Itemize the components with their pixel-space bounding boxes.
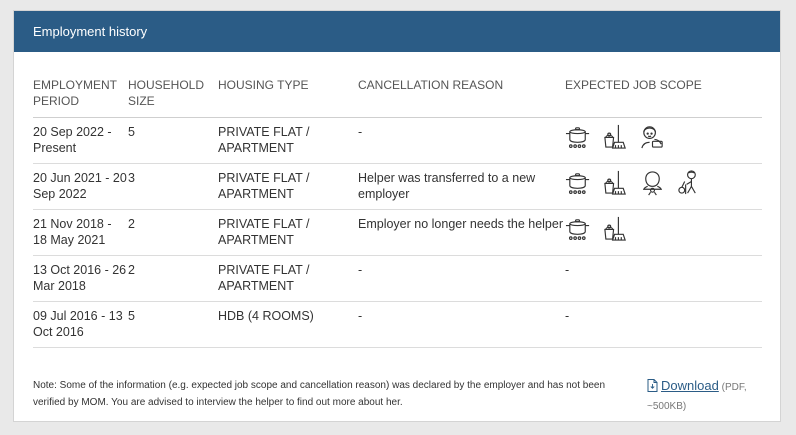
cell-cancellation-reason: Helper was transferred to a new employer bbox=[358, 164, 565, 210]
download-link[interactable]: Download bbox=[661, 378, 719, 393]
cell-housing-type: HDB (4 ROOMS) bbox=[218, 302, 358, 348]
table-row bbox=[33, 118, 762, 164]
col-cancellation-reason: CANCELLATION REASON bbox=[358, 77, 565, 118]
cell-household-size: 2 bbox=[128, 256, 218, 302]
col-housing-type: HOUSING TYPE bbox=[218, 77, 358, 118]
job-scope-icons bbox=[565, 215, 762, 246]
elderly-care-icon bbox=[676, 169, 703, 200]
card-title: Employment history bbox=[14, 11, 780, 52]
cell-cancellation-reason: - bbox=[358, 118, 565, 164]
child-care-icon bbox=[639, 123, 666, 154]
table-row bbox=[33, 210, 762, 256]
cell-expected-job-scope bbox=[565, 210, 762, 256]
col-expected-job-scope: EXPECTED JOB SCOPE bbox=[565, 77, 762, 118]
cell-expected-job-scope: - bbox=[565, 302, 762, 348]
cleaning-icon bbox=[602, 215, 629, 246]
cell-household-size: 3 bbox=[128, 164, 218, 210]
cooking-icon bbox=[565, 169, 592, 200]
cell-cancellation-reason: Employer no longer needs the helper bbox=[358, 210, 565, 256]
table-header-row bbox=[33, 77, 762, 118]
cell-employment-period: 20 Jun 2021 - 20 Sep 2022 bbox=[33, 164, 128, 210]
cell-housing-type: PRIVATE FLAT / APARTMENT bbox=[218, 164, 358, 210]
cell-expected-job-scope: - bbox=[565, 256, 762, 302]
cell-expected-job-scope bbox=[565, 164, 762, 210]
cooking-icon bbox=[565, 215, 592, 246]
table-row bbox=[33, 256, 762, 302]
col-employment-period: EMPLOYMENT PERIOD bbox=[33, 77, 128, 118]
cell-employment-period: 21 Nov 2018 - 18 May 2021 bbox=[33, 210, 128, 256]
cooking-icon bbox=[565, 123, 592, 154]
cell-employment-period: 20 Sep 2022 - Present bbox=[33, 118, 128, 164]
job-scope-icons bbox=[565, 169, 762, 200]
download-section bbox=[647, 377, 772, 415]
cell-housing-type: PRIVATE FLAT / APARTMENT bbox=[218, 256, 358, 302]
pdf-file-icon bbox=[647, 379, 658, 398]
cell-expected-job-scope bbox=[565, 118, 762, 164]
table-row bbox=[33, 164, 762, 210]
cell-cancellation-reason: - bbox=[358, 256, 565, 302]
disclaimer-note: Note: Some of the information (e.g. expected job scope and cancellation reason) was declared by the employer and has not been verified by MOM. You are advised to interview the helper to find out more about her. bbox=[33, 380, 606, 408]
job-scope-icons bbox=[565, 123, 762, 154]
infant-care-icon bbox=[639, 169, 666, 200]
cell-cancellation-reason: - bbox=[358, 302, 565, 348]
employment-table bbox=[33, 77, 762, 348]
cell-household-size: 5 bbox=[128, 118, 218, 164]
cell-household-size: 2 bbox=[128, 210, 218, 256]
cell-employment-period: 13 Oct 2016 - 26 Mar 2018 bbox=[33, 256, 128, 302]
cleaning-icon bbox=[602, 123, 629, 154]
download-meta: (PDF, ~500KB) bbox=[647, 382, 747, 412]
cell-household-size: 5 bbox=[128, 302, 218, 348]
col-household-size: HOUSEHOLD SIZE bbox=[128, 77, 218, 118]
cell-employment-period: 09 Jul 2016 - 13 Oct 2016 bbox=[33, 302, 128, 348]
cleaning-icon bbox=[602, 169, 629, 200]
table-row bbox=[33, 302, 762, 348]
employment-history-card bbox=[13, 10, 781, 422]
cell-housing-type: PRIVATE FLAT / APARTMENT bbox=[218, 118, 358, 164]
cell-housing-type: PRIVATE FLAT / APARTMENT bbox=[218, 210, 358, 256]
